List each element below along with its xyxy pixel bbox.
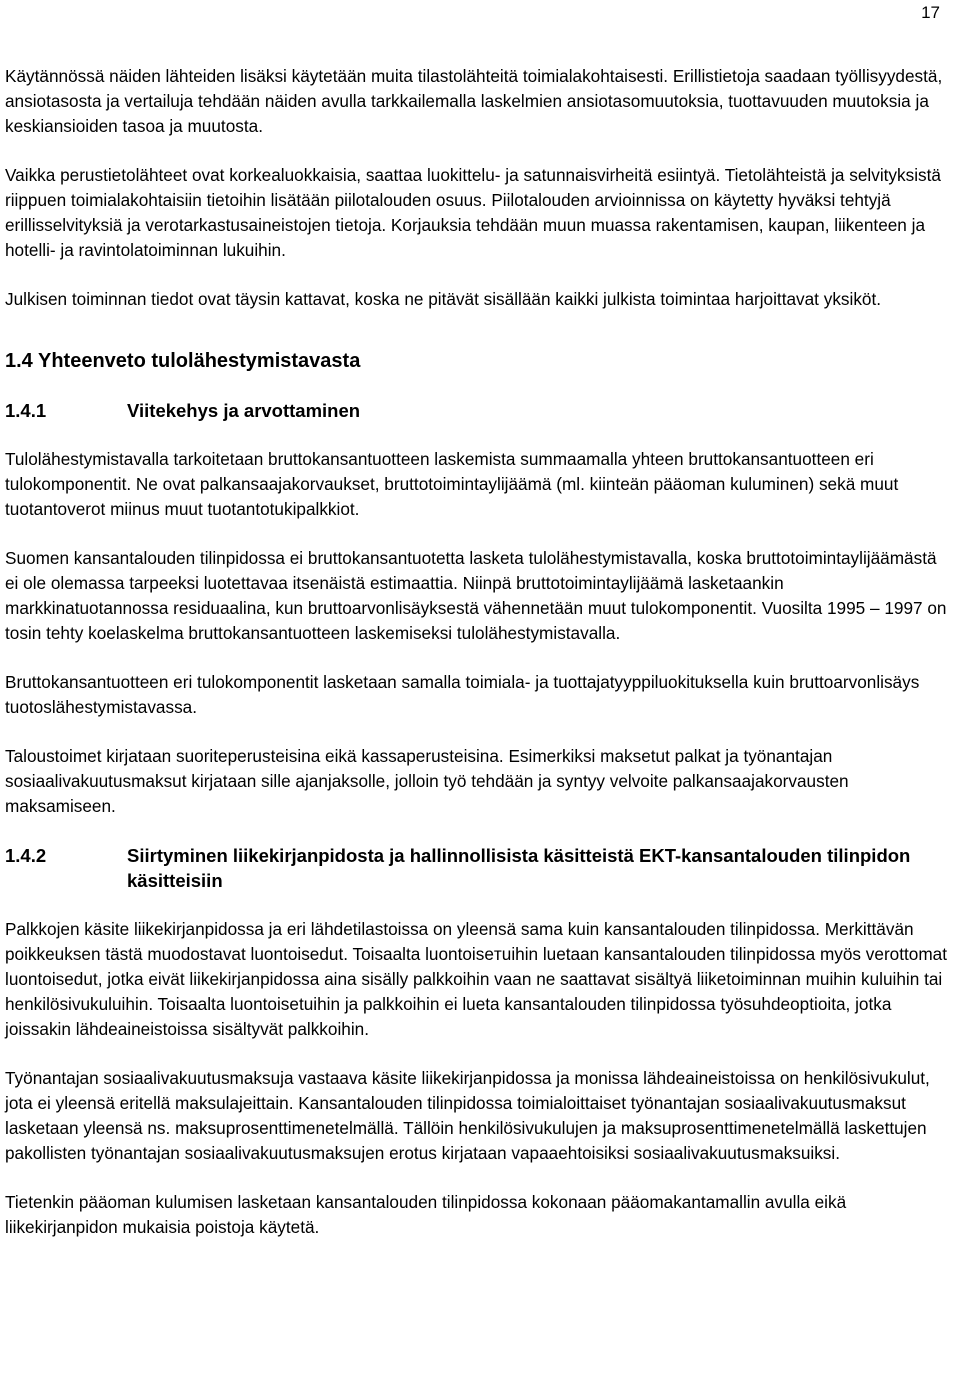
section-heading-1-4-1 xyxy=(5,398,950,423)
page-number: 17 xyxy=(921,3,940,22)
paragraph-1-4-2-a: Palkkojen käsite liikekirjanpidossa ja eri lähdetilastoissa on yleensä sama kuin kansantalouden tilinpidossa. Merkittävän poikkeuksen tästä muodostavat luontoisedut. Toisaalta luontoiseтuihin luetaan kansantalouden tilinpidossa myös verottomat luontoisedut, jotka eivät liikekirjanpidossa aina sisälly palkkoihin vaan ne saattavat sisältyä liiketoiminnan muihin kuluihin tai henkilösivukuluihin. Toisaalta luontoisetuihin ja palkkoihin ei lueta kansantalouden tilinpidossa työsuhdeoptioita, jotka joissakin lähdeaineistoissa sisältyvät palkkoihin. xyxy=(5,919,947,1039)
section-heading-1-4-2 xyxy=(5,843,950,893)
section-number: 1.4.1 xyxy=(5,400,47,421)
section-heading-1-4: 1.4 Yhteenveto tulolähestymistavasta xyxy=(5,350,361,372)
paragraph-1-4-1-a: Tulolähestymistavalla tarkoitetaan bruttokansantuotteen laskemista summaamalla yhteen bruttokansantuotteen eri tulokomponentit. Ne ovat palkansaajakorvaukset, bruttotoimintaylijäämä (ml. kiinteän pääoman kuluminen) sekä muut tuotantoverot miinus muut tuotantotukipalkkiot. xyxy=(5,449,899,519)
section-title: Viitekehys ja arvottaminen xyxy=(127,400,361,421)
paragraph-1-4-1-b: Suomen kansantalouden tilinpidossa ei bruttokansantuotetta lasketa tulolähestymistavalla, koska bruttotoimintaylijäämästä ei ole olemassa tarpeeksi luotettavaa itsenäistä estimaattia. Niinpä bruttotoimintaylijäämä lasketaankin markkinatuotannossa residuaalina, kun bruttoarvonlisäyksestä vähennetään muut tulokomponentit. Vuosilta 1995 – 1997 on tosin tehty koelaskelma bruttokansantuotteen laskemiseksi tulolähestymistavalla. xyxy=(5,548,947,643)
section-number: 1.4.2 xyxy=(5,845,47,866)
paragraph-intro-2: Vaikka perustietolähteet ovat korkealuokkaisia, saattaa luokittelu- ja satunnaisvirheitä esiintyä. Tietolähteistä ja selvityksistä riippuen toimialakohtaisiin tietoihin lisätään piilotalouden osuus. Piilotalouden arvioinnissa on käytetty hyväksi tehtyjä erillisselvityksiä ja verotarkastusaineistojen tietoja. Korjauksia tehdään muun muassa rakentamisen, kaupan, liikenteen ja hotelli- ja ravintolatoiminnan lukuihin. xyxy=(5,165,941,260)
paragraph-1-4-1-c: Bruttokansantuotteen eri tulokomponentit lasketaan samalla toimiala- ja tuottajatyyppiluokituksella kuin bruttoarvonlisäys tuotoslähestymistavassa. xyxy=(5,672,920,717)
paragraph-1-4-1-d: Taloustoimet kirjataan suoriteperusteisina eikä kassaperusteisina. Esimerkiksi maksetut palkat ja työnantajan sosiaalivakuutusmaksut kirjataan sille ajanjaksolle, jolloin työ tehdään ja syntyy velvoite palkansaajakorvausten maksamiseen. xyxy=(5,746,849,816)
paragraph-1-4-2-c: Tietenkin pääoman kulumisen lasketaan kansantalouden tilinpidossa kokonaan pääomakantamallin avulla eikä liikekirjanpidon mukaisia poistoja käytetä. xyxy=(5,1192,847,1237)
paragraph-intro-1: Käytännössä näiden lähteiden lisäksi käytetään muita tilastolähteitä toimialakohtaisesti. Erillistietoja saadaan työllisyydestä, ansiotasosta ja vertailuja tehdään näiden avulla tarkkailemalla laskelmien ansiotasomuutoksia, tuottavuuden muutoksia ja keskiansioiden tasoa ja muutosta. xyxy=(5,66,943,136)
section-title: Siirtyminen liikekirjanpidosta ja hallinnollisista käsitteistä EKT-kansantalouden tilinpidon käsitteisiin xyxy=(127,845,911,891)
paragraph-1-4-2-b: Työnantajan sosiaalivakuutusmaksuja vastaava käsite liikekirjanpidossa ja monissa lähdeaineistoissa on henkilösivukulut, jota ei yleensä eritellä maksulajeittain. Kansantalouden tilinpidossa toimialoittaiset työnantajan sosiaalivakuutusmaksut lasketaan yleensä ns. maksuprosenttimenetelmällä. Tällöin henkilösivukulujen ja maksuprosenttimenetelmällä laskettujen pakollisten työnantajan sosiaalivakuutusmaksujen erotus kirjataan vapaaehtoisiksi sosiaalivakuutusmaksuiksi. xyxy=(5,1068,930,1163)
paragraph-intro-3: Julkisen toiminnan tiedot ovat täysin kattavat, koska ne pitävät sisällään kaikki julkista toimintaa harjoittavat yksiköt. xyxy=(5,289,882,309)
document-body xyxy=(5,64,950,1240)
